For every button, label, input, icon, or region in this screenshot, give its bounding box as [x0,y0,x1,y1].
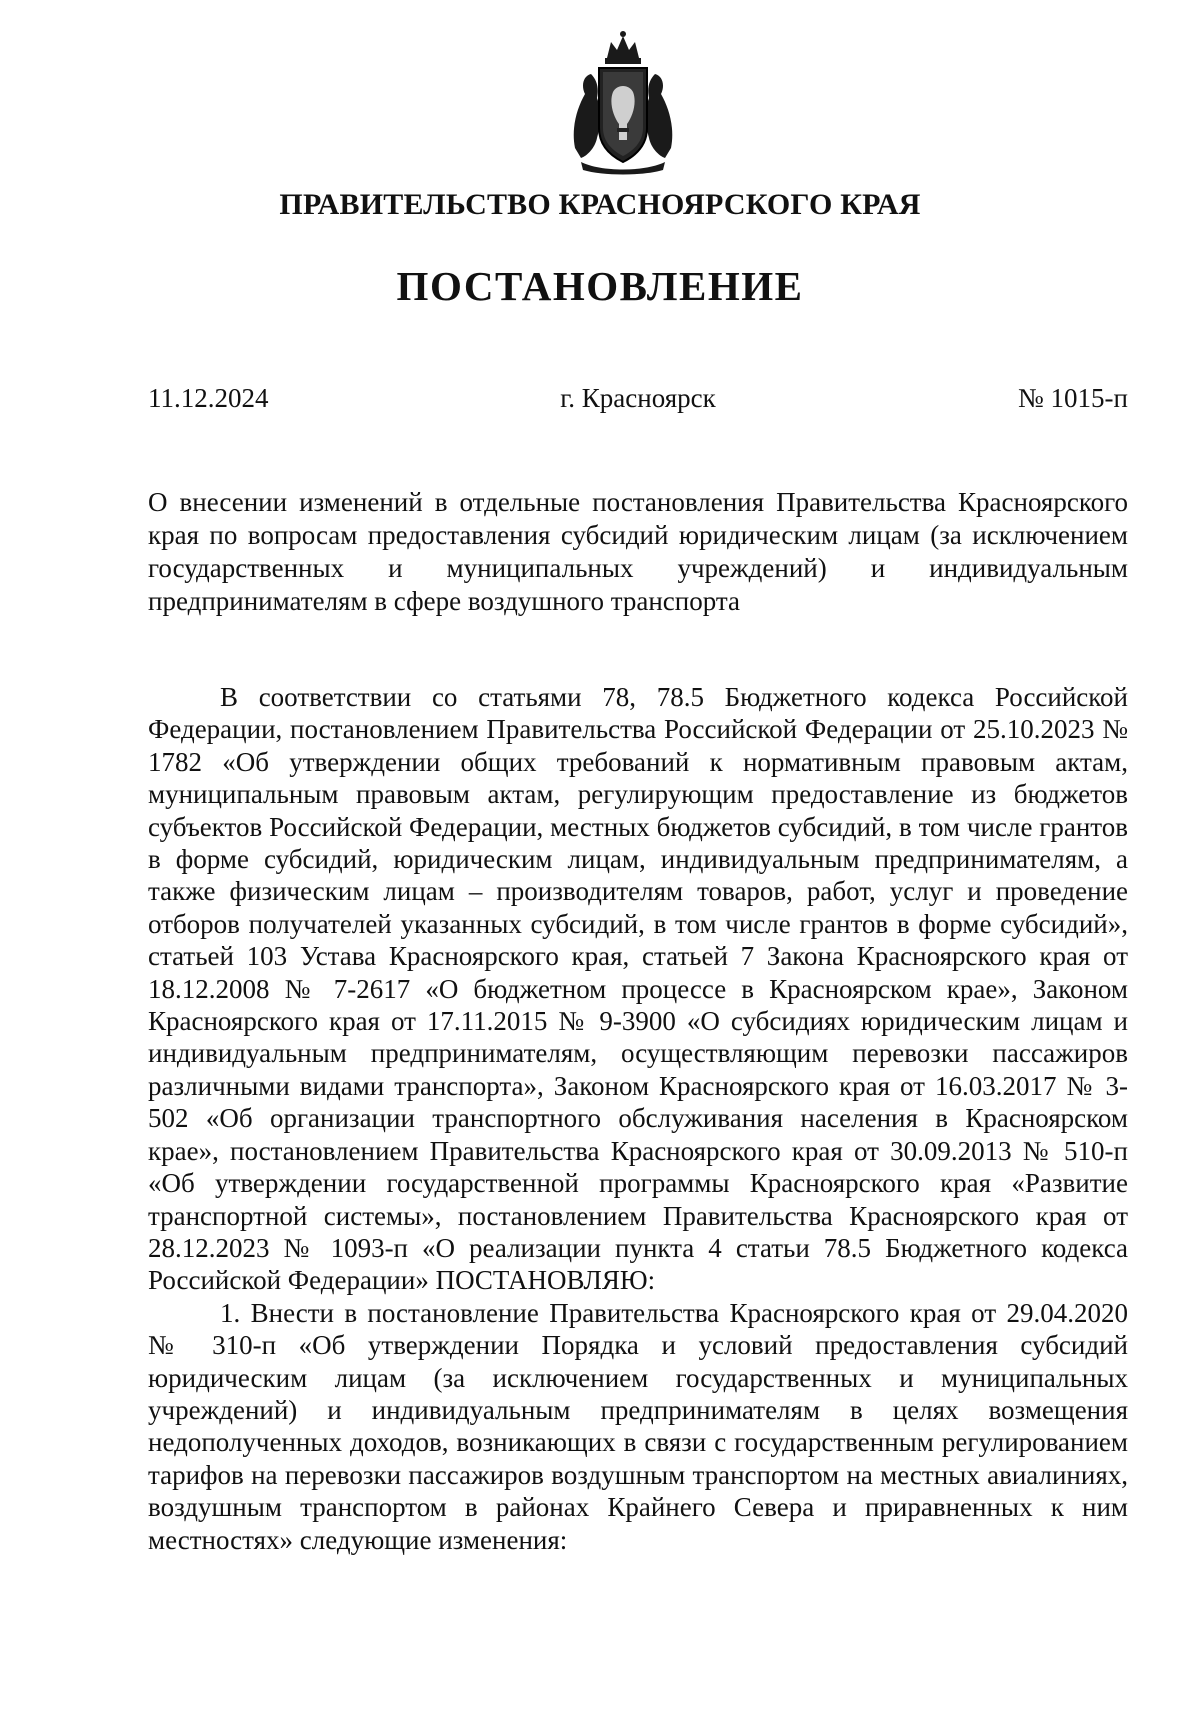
document-body [148,681,1128,1556]
body-paragraph-preamble: В соответствии со статьями 78, 78.5 Бюджетного кодекса Российской Федерации, постановлением Правительства Российской Федерации от 25.10.2023 № 1782 «Об утверждении общих требований к нормативным правовым актам, муниципальным правовым актам, регулирующим предоставление из бюджетов субъектов Российской Федерации, местных бюджетов субсидий, в том числе грантов в форме субсидий, юридическим лицам, индивидуальным предпринимателям, а также физическим лицам – производителям товаров, работ, услуг и проведение отборов получателей указанных субсидий, в том числе грантов в форме субсидий», статьей 103 Устава Красноярского края, статьей 7 Закона Красноярского края от 18.12.2008 № 7-2617 «О бюджетном процессе в Красноярском крае», Законом Красноярского края от 17.11.2015 № 9-3900 «О субсидиях юридическим лицам и индивидуальным предпринимателям, осуществляющим перевозки пассажиров различными видами транспорта», Законом Красноярского края от 16.03.2017 № 3-502 «Об организации транспортного обслуживания населения в Красноярском крае», постановлением Правительства Красноярского края от 30.09.2013 № 510-п «Об утверждении государственной программы Красноярского края «Развитие транспортной системы», постановлением Правительства Красноярского края от 28.12.2023 № 1093-п «О реализации пункта 4 статьи 78.5 Бюджетного кодекса Российской Федерации» ПОСТАНОВЛЯЮ: [148,682,1128,1296]
coat-of-arms-emblem [567,28,679,176]
government-title: ПРАВИТЕЛЬСТВО КРАСНОЯРСКОГО КРАЯ [279,188,921,221]
document-number: № 1015-п [1018,383,1128,413]
document-meta-row [148,383,1128,419]
document-type-title: ПОСТАНОВЛЕНИЕ [396,263,804,309]
document-date: 11.12.2024 [148,383,269,413]
body-paragraph-item-1: 1. Внести в постановление Правительства Красноярского края от 29.04.2020 № 310-п «Об утверждении Порядка и условий предоставления субсидий юридическим лицам (за исключением государственных и муниципальных учреждений) и индивидуальным предпринимателям в целях возмещения недополученных доходов, возникающих в связи с государственным регулированием тарифов на перевозки пассажиров воздушным транспортом на местных авиалиниях, воздушным транспортом в районах Крайнего Севера и приравненных к ним местностях» следующие изменения: [148,1297,1128,1555]
document-city: г. Красноярск [560,383,716,413]
document-subject: О внесении изменений в отдельные постановления Правительства Красноярского края по вопросам предоставления субсидий юридическим лицам (за исключением государственных и муниципальных учреждений) и индивидуальным предпринимателям в сфере воздушного транспорта [148,487,1128,616]
